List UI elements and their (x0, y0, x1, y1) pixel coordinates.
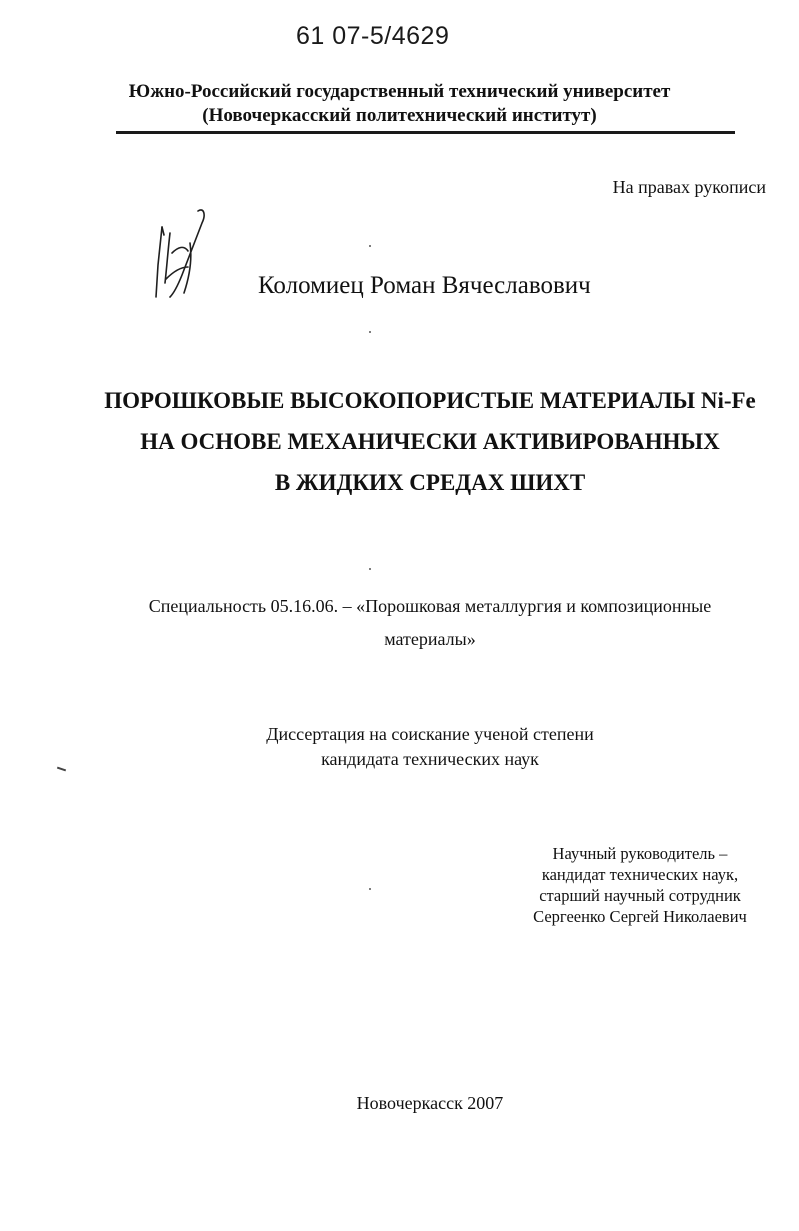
scan-speck (369, 568, 371, 570)
title-line: В ЖИДКИХ СРЕДАХ ШИХТ (274, 470, 586, 495)
rights-note: На правах рукописи (612, 177, 766, 197)
catalog-number: 61 07-5/4629 (296, 22, 450, 50)
scan-speck (369, 888, 371, 890)
scan-speck (369, 245, 371, 247)
degree-line: кандидата технических наук (321, 749, 539, 769)
supervisor-block (505, 843, 775, 927)
university-name: Южно-Российский государственный технический университет (128, 81, 671, 102)
handwritten-signature (148, 205, 212, 305)
header-divider (116, 131, 735, 134)
supervisor-name: Сергеенко Сергей Николаевич (533, 907, 747, 926)
title-line: НА ОСНОВЕ МЕХАНИЧЕСКИ АКТИВИРОВАННЫХ (140, 429, 720, 454)
title-line: ПОРОШКОВЫЕ ВЫСОКОПОРИСТЫЕ МАТЕРИАЛЫ Ni-Fe (104, 388, 756, 413)
supervisor-label: Научный руководитель – (552, 844, 728, 863)
supervisor-degree: кандидат технических наук, (541, 865, 739, 884)
institute-name: (Новочеркасский политехнический институт) (202, 105, 597, 126)
supervisor-rank: старший научный сотрудник (539, 886, 741, 905)
city-year: Новочеркасск 2007 (356, 1093, 504, 1113)
specialty-line: материалы» (384, 629, 476, 649)
author-name: Коломиец Роман Вячеславович (258, 272, 591, 299)
degree-line: Диссертация на соискание ученой степени (266, 724, 594, 744)
university-header (0, 80, 799, 128)
specialty (60, 590, 799, 656)
dissertation-title (60, 380, 799, 503)
scan-speck (369, 331, 371, 333)
specialty-line: Специальность 05.16.06. – «Порошковая металлургия и композиционные (148, 596, 712, 616)
degree-statement (60, 722, 799, 772)
